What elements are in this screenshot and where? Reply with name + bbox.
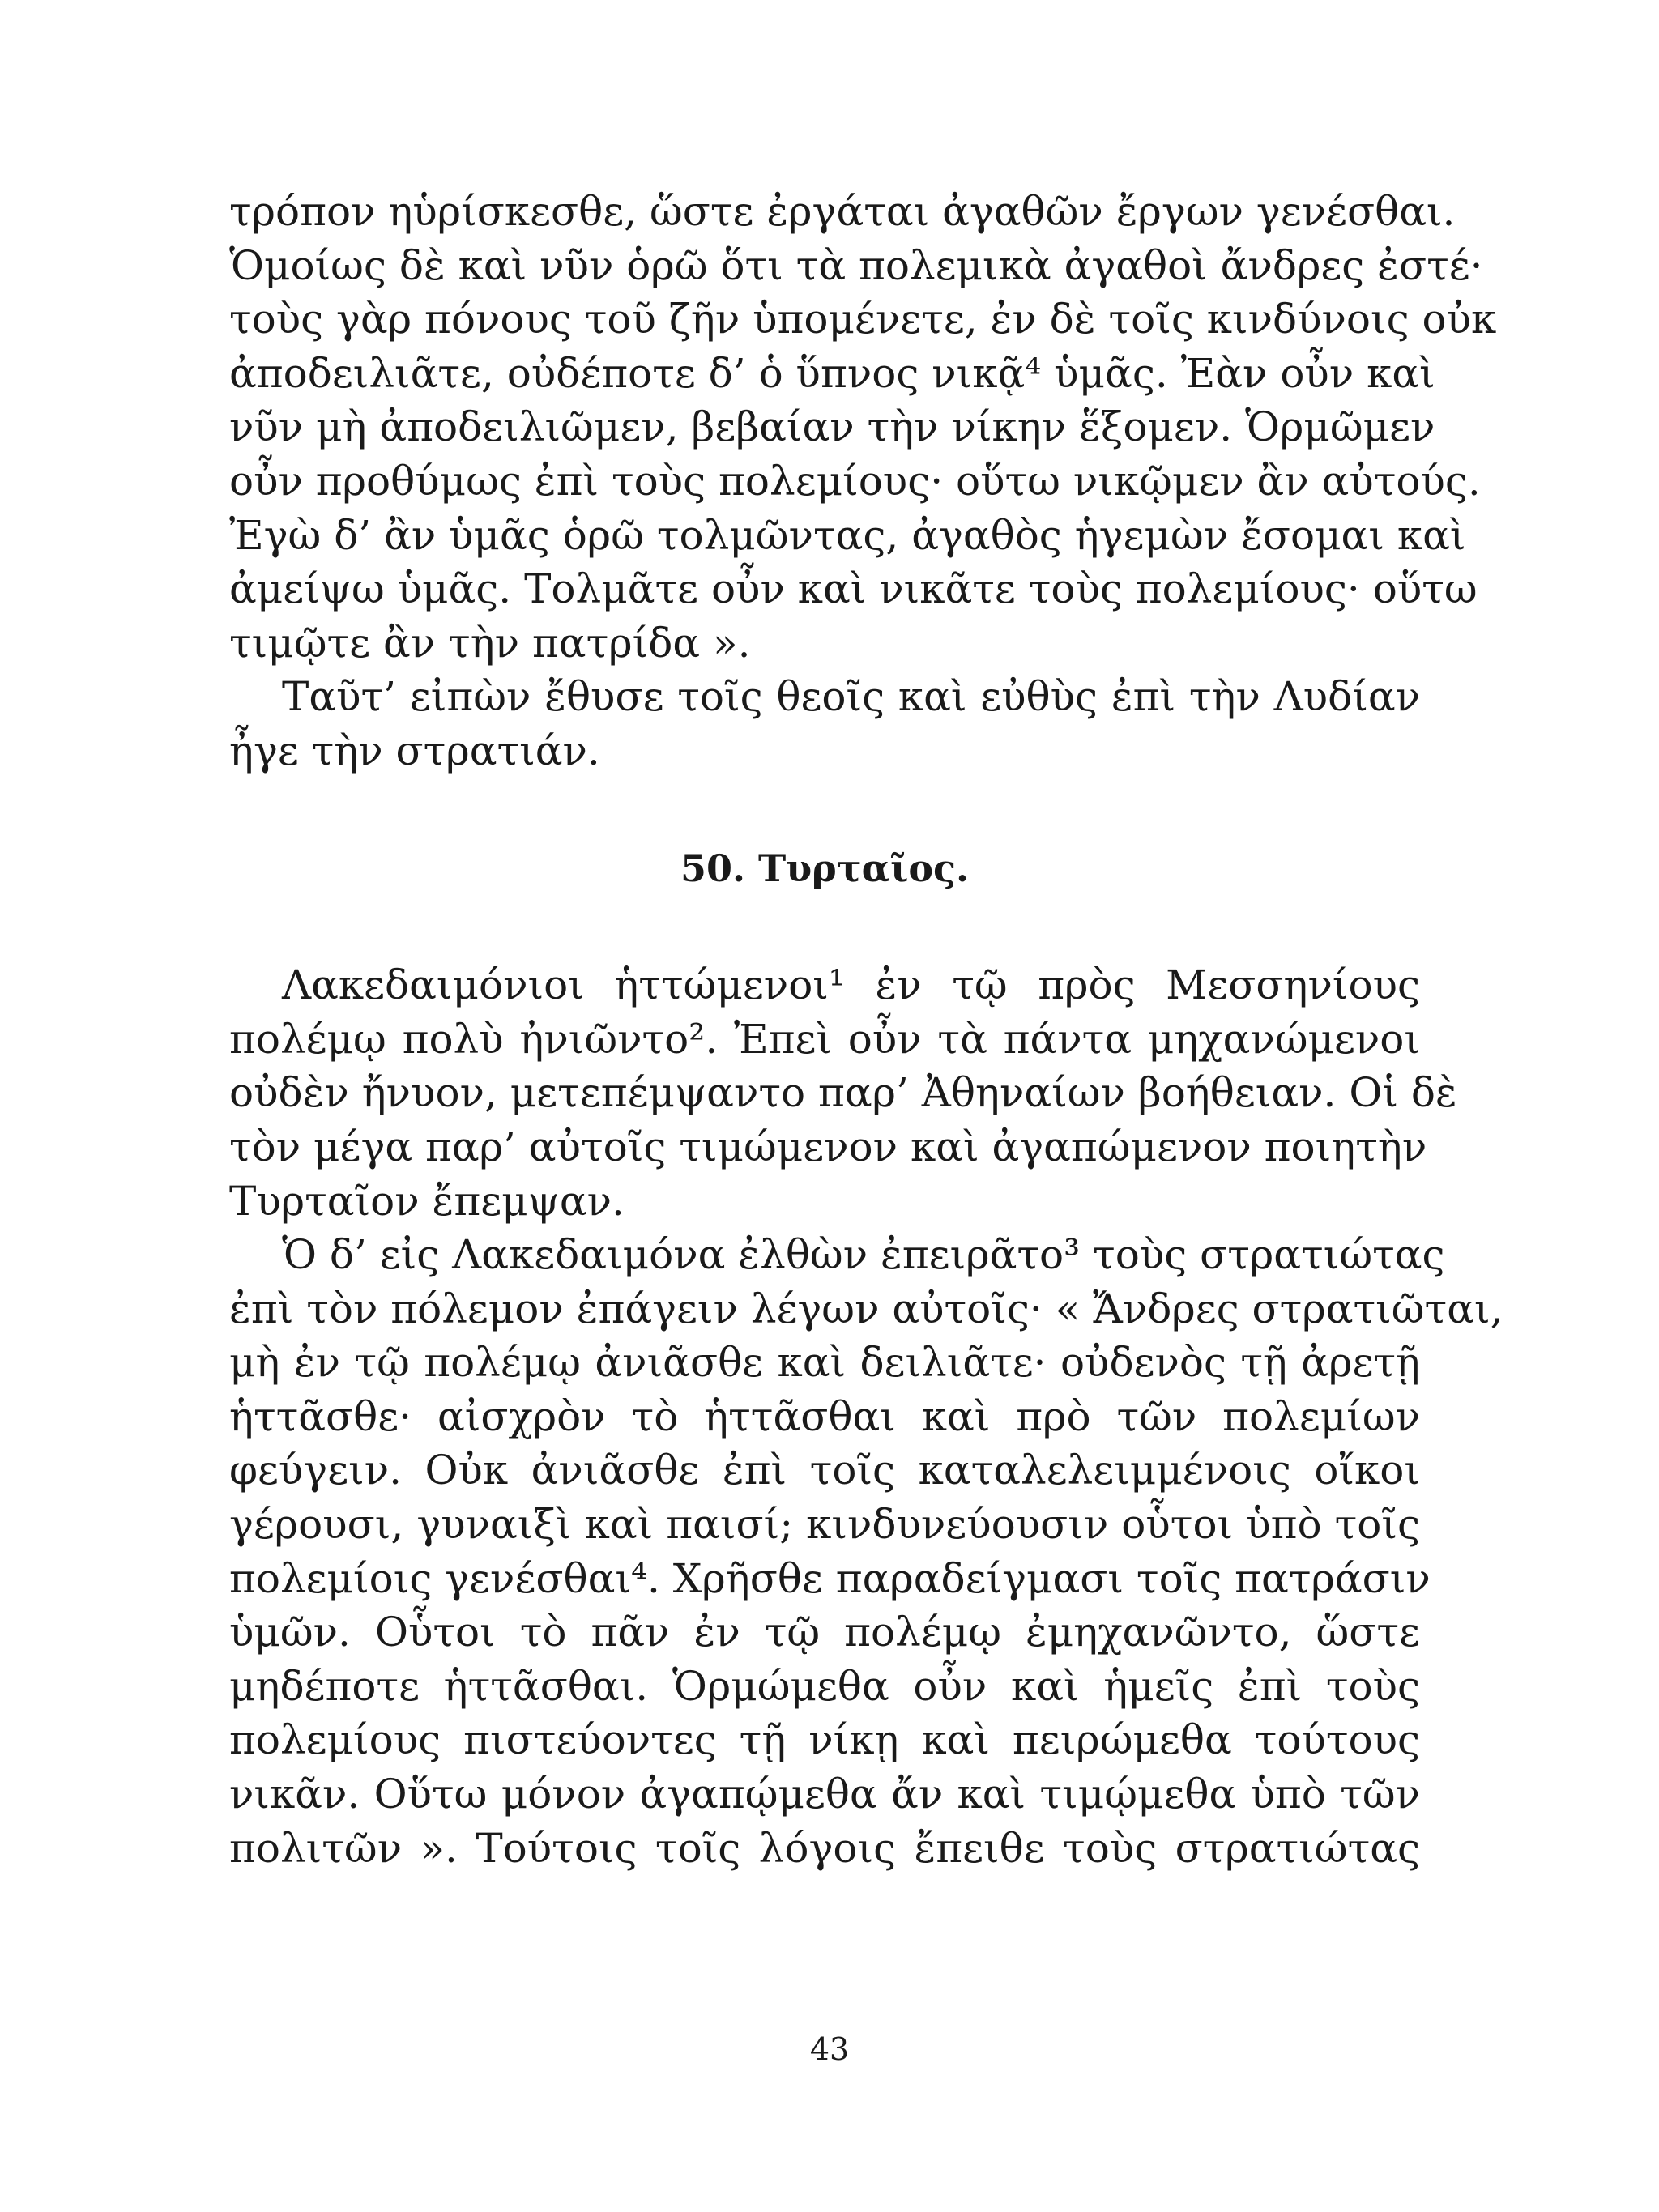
paragraph-lacedaemonians [229,958,1457,1228]
text-line: Ἐγὼ δ’ ἂν ὑμᾶς ὁρῶ τολμῶντας, ἀγαθὸς ἡγεμὼν ἔσομαι καὶ [229,511,1466,559]
text-line: πολεμίοις γενέσθαι⁴. Χρῆσθε παραδείγμασι τοῖς πατράσιν [229,1554,1431,1602]
text-line: Ὁ δ’ εἰς Λακεδαιμόνα ἐλθὼν ἐπειρᾶτο³ τοὺς στρατιώτας [282,1231,1445,1279]
text-line: Ὁμοίως δὲ καὶ νῦν ὁρῶ ὅτι τὰ πολεμικὰ ἀγαθοὶ ἄνδρες ἐστέ· [229,241,1483,289]
text-line: πολιτῶν ». Τούτοις τοῖς λόγοις ἔπειθε τοὺς στρατιώτας [229,1824,1420,1872]
text-line: μὴ ἐν τῷ πολέμῳ ἀνιᾶσθε καὶ δειλιᾶτε· οὐδενὸς τῇ ἀρετῇ [229,1339,1420,1387]
paragraph-tyrtaeus-speech [229,1228,1503,1875]
text-line: φεύγειν. Οὐκ ἀνιᾶσθε ἐπὶ τοῖς καταλελειμμένοις οἴκοι [229,1447,1420,1494]
text-line: ἡττᾶσθε· αἰσχρὸν τὸ ἡττᾶσθαι καὶ πρὸ τῶν πολεμίων [229,1392,1420,1440]
text-line: νικᾶν. Οὕτω μόνον ἀγαπῴμεθα ἄν καὶ τιμῴμεθα ὑπὸ τῶν [229,1771,1420,1818]
paragraph-sacrifice [229,670,1420,778]
text-line: μηδέποτε ἡττᾶσθαι. Ὁρμώμεθα οὖν καὶ ἡμεῖς ἐπὶ τοὺς [229,1662,1420,1710]
text-line: οὖν προθύμως ἐπὶ τοὺς πολεμίους· οὕτω νικῷμεν ἂν αὐτούς. [229,457,1481,505]
text-line: ἀμείψω ὑμᾶς. Τολμᾶτε οὖν καὶ νικᾶτε τοὺς πολεμίους· οὕτω [229,565,1478,613]
text-line: πολεμίους πιστεύοντες τῇ νίκῃ καὶ πειρώμεθα τούτους [229,1716,1420,1764]
text-line: τιμῷτε ἂν τὴν πατρίδα ». [229,619,751,667]
text-line: ἐπὶ τὸν πόλεμον ἐπάγειν λέγων αὐτοῖς· « Ἄνδρες στρατιῶται, [229,1285,1503,1332]
text-line: πολέμῳ πολὺ ἠνιῶντο². Ἐπεὶ οὖν τὰ πάντα μηχανώμενοι [229,1015,1420,1063]
section-heading: 50. Τυρταῖος. [680,846,970,890]
text-line: γέρουσι, γυναιξὶ καὶ παισί; κινδυνεύουσιν οὗτοι ὑπὸ τοῖς [229,1501,1420,1549]
text-line: ἀποδειλιᾶτε, οὐδέποτε δ’ ὁ ὕπνος νικᾷ⁴ ὑμᾶς. Ἐὰν οὖν καὶ [229,349,1435,397]
text-line: νῦν μὴ ἀποδειλιῶμεν, βεβαίαν τὴν νίκην ἕξομεν. Ὁρμῶμεν [229,403,1435,451]
text-line: τὸν μέγα παρ’ αὐτοῖς τιμώμενον καὶ ἀγαπώμενον ποιητὴν [229,1123,1427,1170]
text-line: Λακεδαιμόνιοι ἡττώμενοι¹ ἐν τῷ πρὸς Μεσσηνίους [282,961,1420,1009]
paragraph-speech-continued [229,185,1497,670]
text-line: Τυρταῖον ἔπεμψαν. [229,1177,625,1225]
text-line: τρόπον ηὑρίσκεσθε, ὥστε ἐργάται ἀγαθῶν ἔργων γενέσθαι. [229,188,1456,235]
text-line: οὐδὲν ἤνυον, μετεπέμψαντο παρ’ Ἀθηναίων βοήθειαν. Οἱ δὲ [229,1069,1457,1117]
text-line: τοὺς γὰρ πόνους τοῦ ζῆν ὑπομένετε, ἐν δὲ τοῖς κινδύνοις οὐκ [229,296,1497,343]
text-line: ὑμῶν. Οὗτοι τὸ πᾶν ἐν τῷ πολέμῳ ἐμηχανῶντο, ὥστε [229,1609,1420,1656]
page-number: 43 [809,2031,850,2067]
text-line: ἦγε τὴν στρατιάν. [229,727,600,774]
text-line: Ταῦτ’ εἰπὼν ἔθυσε τοῖς θεοῖς καὶ εὐθὺς ἐπὶ τὴν Λυδίαν [282,673,1420,721]
page-body [229,185,1503,1875]
